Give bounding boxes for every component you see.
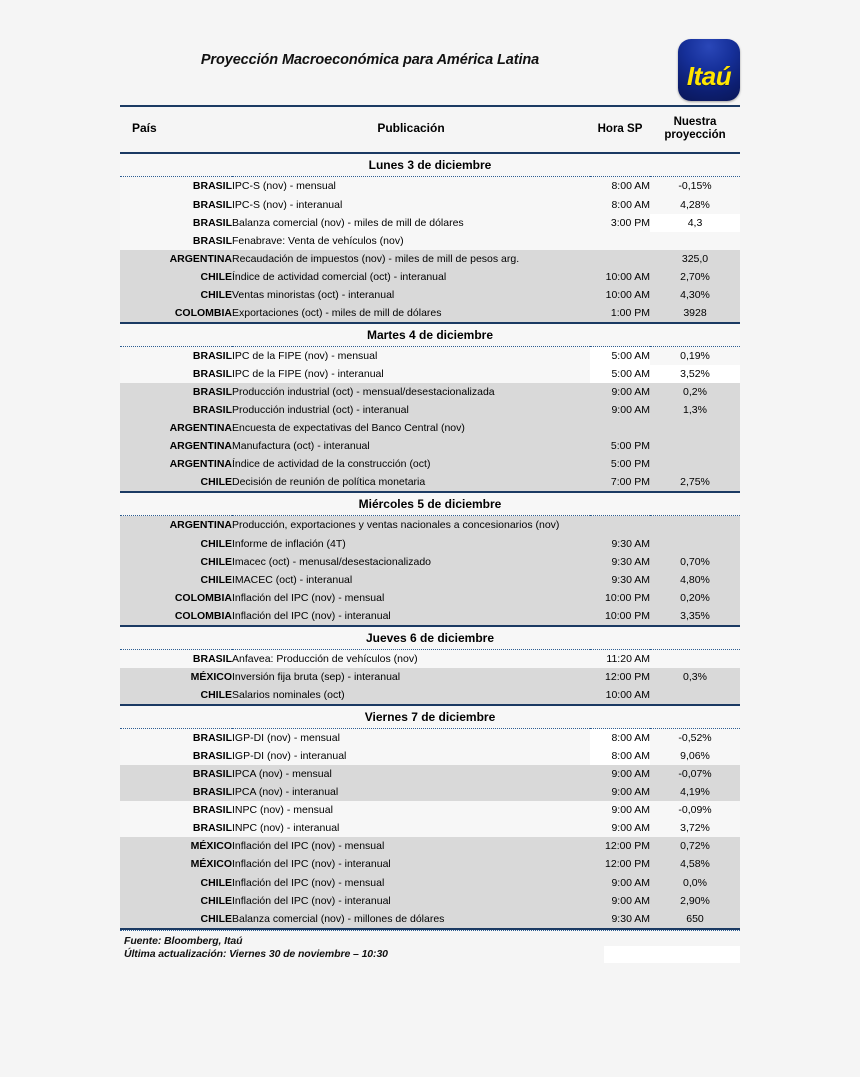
table-row <box>120 874 740 892</box>
table-row <box>120 910 740 929</box>
publication-cell: Inflación del IPC (nov) - mensual <box>232 874 590 892</box>
projection-cell <box>650 535 740 553</box>
table-row <box>120 437 740 455</box>
country-cell: CHILE <box>120 268 232 286</box>
table-row <box>120 571 740 589</box>
projection-cell: 1,3% <box>650 401 740 419</box>
projection-cell: 2,75% <box>650 473 740 492</box>
time-cell: 10:00 PM <box>590 607 650 626</box>
table-row <box>120 819 740 837</box>
time-cell: 3:00 PM <box>590 214 650 232</box>
time-cell: 9:30 AM <box>590 553 650 571</box>
time-cell: 8:00 AM <box>590 729 650 748</box>
table-row <box>120 535 740 553</box>
country-cell: BRASIL <box>120 765 232 783</box>
publication-cell: Índice de actividad comercial (oct) - interanual <box>232 268 590 286</box>
publication-cell: Recaudación de impuestos (nov) - miles de mill de pesos arg. <box>232 250 590 268</box>
footer-updated: Última actualización: Viernes 30 de noviembre – 10:30 <box>124 947 388 960</box>
time-cell: 1:00 PM <box>590 304 650 323</box>
country-cell: COLOMBIA <box>120 589 232 607</box>
time-cell: 5:00 AM <box>590 365 650 383</box>
projection-cell: 0,2% <box>650 383 740 401</box>
country-cell: BRASIL <box>120 401 232 419</box>
projection-cell: 0,19% <box>650 346 740 365</box>
country-cell: MÉXICO <box>120 668 232 686</box>
projection-cell: 4,28% <box>650 196 740 214</box>
time-cell: 8:00 AM <box>590 196 650 214</box>
footer <box>120 930 740 960</box>
projection-cell <box>650 419 740 437</box>
document-header <box>120 30 740 105</box>
time-cell: 9:00 AM <box>590 383 650 401</box>
time-cell <box>590 419 650 437</box>
country-cell: BRASIL <box>120 177 232 196</box>
time-cell: 10:00 AM <box>590 268 650 286</box>
projection-cell: 0,3% <box>650 668 740 686</box>
table-row <box>120 177 740 196</box>
day-header-row <box>120 626 740 650</box>
column-header-publicacion: Publicación <box>232 106 590 153</box>
publication-cell: Informe de inflación (4T) <box>232 535 590 553</box>
publication-cell: Exportaciones (oct) - miles de mill de dólares <box>232 304 590 323</box>
publication-cell: Inversión fija bruta (sep) - interanual <box>232 668 590 686</box>
publication-cell: IGP-DI (nov) - interanual <box>232 747 590 765</box>
time-cell: 9:00 AM <box>590 765 650 783</box>
day-header-label: Lunes 3 de diciembre <box>120 153 740 177</box>
country-cell: CHILE <box>120 874 232 892</box>
day-header-row <box>120 153 740 177</box>
column-header-nuestra-proyeccion <box>650 106 740 153</box>
time-cell: 8:00 AM <box>590 177 650 196</box>
table-row <box>120 837 740 855</box>
projection-cell: 9,06% <box>650 747 740 765</box>
time-cell: 9:30 AM <box>590 910 650 929</box>
projection-cell: 4,58% <box>650 855 740 873</box>
publication-cell: Balanza comercial (nov) - millones de dólares <box>232 910 590 929</box>
publication-cell: IPCA (nov) - mensual <box>232 765 590 783</box>
day-header-row <box>120 492 740 516</box>
time-cell: 9:30 AM <box>590 571 650 589</box>
country-cell: COLOMBIA <box>120 304 232 323</box>
time-cell: 9:00 AM <box>590 401 650 419</box>
time-cell: 12:00 PM <box>590 855 650 873</box>
publication-cell: Inflación del IPC (nov) - mensual <box>232 837 590 855</box>
country-cell: BRASIL <box>120 196 232 214</box>
time-cell: 9:00 AM <box>590 783 650 801</box>
projection-cell <box>650 516 740 535</box>
projection-cell: 3928 <box>650 304 740 323</box>
time-cell: 10:00 AM <box>590 286 650 304</box>
country-cell: CHILE <box>120 910 232 929</box>
country-cell: CHILE <box>120 553 232 571</box>
time-cell: 5:00 PM <box>590 455 650 473</box>
country-cell: CHILE <box>120 473 232 492</box>
table-row <box>120 365 740 383</box>
time-cell: 8:00 AM <box>590 747 650 765</box>
time-cell: 9:30 AM <box>590 535 650 553</box>
column-header-pais: País <box>120 106 232 153</box>
publication-cell: Índice de actividad de la construcción (oct) <box>232 455 590 473</box>
table-row <box>120 516 740 535</box>
table-header-row <box>120 106 740 153</box>
publication-cell: Producción, exportaciones y ventas nacionales a concesionarios (nov) <box>232 516 590 535</box>
projection-cell: 4,19% <box>650 783 740 801</box>
projection-cell: 2,70% <box>650 268 740 286</box>
publication-cell: Fenabrave: Venta de vehículos (nov) <box>232 232 590 250</box>
table-row <box>120 419 740 437</box>
calendar-sheet <box>120 105 740 930</box>
table-row <box>120 855 740 873</box>
day-header-row <box>120 705 740 729</box>
country-cell: BRASIL <box>120 346 232 365</box>
table-row <box>120 783 740 801</box>
projection-cell <box>650 649 740 668</box>
itau-logo-text: Itaú <box>686 61 732 91</box>
time-cell: 10:00 PM <box>590 589 650 607</box>
table-row <box>120 747 740 765</box>
projection-cell: 3,72% <box>650 819 740 837</box>
country-cell: CHILE <box>120 892 232 910</box>
country-cell: BRASIL <box>120 783 232 801</box>
projection-cell: 650 <box>650 910 740 929</box>
table-row <box>120 232 740 250</box>
projection-cell <box>650 686 740 705</box>
table-row <box>120 268 740 286</box>
time-cell: 5:00 AM <box>590 346 650 365</box>
day-header-row <box>120 323 740 347</box>
projection-cell: 4,80% <box>650 571 740 589</box>
projection-cell: 0,70% <box>650 553 740 571</box>
country-cell: CHILE <box>120 571 232 589</box>
projection-cell: 0,0% <box>650 874 740 892</box>
table-row <box>120 589 740 607</box>
publication-cell: IPCA (nov) - interanual <box>232 783 590 801</box>
country-cell: CHILE <box>120 686 232 705</box>
table-row <box>120 196 740 214</box>
country-cell: BRASIL <box>120 232 232 250</box>
footer-source: Fuente: Bloomberg, Itaú <box>124 934 243 947</box>
time-cell: 9:00 AM <box>590 874 650 892</box>
projection-cell: 0,72% <box>650 837 740 855</box>
publication-cell: Inflación del IPC (nov) - interanual <box>232 855 590 873</box>
projection-cell <box>650 437 740 455</box>
table-row <box>120 383 740 401</box>
publication-cell: IGP-DI (nov) - mensual <box>232 729 590 748</box>
time-cell: 11:20 AM <box>590 649 650 668</box>
publication-cell: INPC (nov) - mensual <box>232 801 590 819</box>
publication-cell: Encuesta de expectativas del Banco Central (nov) <box>232 419 590 437</box>
table-row <box>120 286 740 304</box>
table-row <box>120 455 740 473</box>
country-cell: ARGENTINA <box>120 437 232 455</box>
projection-cell: 325,0 <box>650 250 740 268</box>
publication-cell: Balanza comercial (nov) - miles de mill de dólares <box>232 214 590 232</box>
table-row <box>120 686 740 705</box>
country-cell: CHILE <box>120 286 232 304</box>
table-row <box>120 668 740 686</box>
time-cell <box>590 516 650 535</box>
publication-cell: Inflación del IPC (nov) - interanual <box>232 892 590 910</box>
projection-cell <box>650 455 740 473</box>
projection-cell: 3,52% <box>650 365 740 383</box>
table-body <box>120 153 740 928</box>
column-header-proyeccion-line2: proyección <box>664 129 726 142</box>
projection-cell: -0,07% <box>650 765 740 783</box>
publication-cell: INPC (nov) - interanual <box>232 819 590 837</box>
projection-cell: 3,35% <box>650 607 740 626</box>
day-header-label: Viernes 7 de diciembre <box>120 705 740 729</box>
table-row <box>120 801 740 819</box>
publication-cell: IMACEC (oct) - interanual <box>232 571 590 589</box>
time-cell: 7:00 PM <box>590 473 650 492</box>
time-cell: 5:00 PM <box>590 437 650 455</box>
time-cell: 12:00 PM <box>590 668 650 686</box>
table-row <box>120 607 740 626</box>
projection-cell: -0,09% <box>650 801 740 819</box>
publication-cell: IPC de la FIPE (nov) - interanual <box>232 365 590 383</box>
table-row <box>120 214 740 232</box>
country-cell: ARGENTINA <box>120 455 232 473</box>
table-row <box>120 892 740 910</box>
country-cell: ARGENTINA <box>120 516 232 535</box>
table-row <box>120 346 740 365</box>
time-cell <box>590 250 650 268</box>
country-cell: CHILE <box>120 535 232 553</box>
table-row <box>120 729 740 748</box>
page-title: Proyección Macroeconómica para América Latina <box>200 52 540 68</box>
table-header <box>120 106 740 153</box>
document-page <box>0 30 860 1077</box>
publication-cell: Manufactura (oct) - interanual <box>232 437 590 455</box>
column-header-hora-sp: Hora SP <box>590 106 650 153</box>
projection-cell: -0,15% <box>650 177 740 196</box>
country-cell: MÉXICO <box>120 855 232 873</box>
publication-cell: IPC-S (nov) - interanual <box>232 196 590 214</box>
publication-cell: Imacec (oct) - menusal/desestacionalizado <box>232 553 590 571</box>
projection-cell: -0,52% <box>650 729 740 748</box>
publication-cell: Inflación del IPC (nov) - mensual <box>232 589 590 607</box>
table-row <box>120 649 740 668</box>
table-row <box>120 553 740 571</box>
country-cell: ARGENTINA <box>120 419 232 437</box>
footer-blank-box <box>604 946 740 963</box>
day-header-label: Jueves 6 de diciembre <box>120 626 740 650</box>
table-row <box>120 304 740 323</box>
projection-cell: 2,90% <box>650 892 740 910</box>
publication-cell: Anfavea: Producción de vehículos (nov) <box>232 649 590 668</box>
country-cell: MÉXICO <box>120 837 232 855</box>
time-cell: 9:00 AM <box>590 801 650 819</box>
time-cell <box>590 232 650 250</box>
publication-cell: Producción industrial (oct) - interanual <box>232 401 590 419</box>
time-cell: 9:00 AM <box>590 819 650 837</box>
column-header-proyeccion-line1: Nuestra <box>673 116 717 128</box>
day-header-label: Miércoles 5 de diciembre <box>120 492 740 516</box>
projection-cell <box>650 232 740 250</box>
projection-cell: 0,20% <box>650 589 740 607</box>
day-header-label: Martes 4 de diciembre <box>120 323 740 347</box>
table-row <box>120 401 740 419</box>
publication-cell: IPC de la FIPE (nov) - mensual <box>232 346 590 365</box>
economic-calendar-table <box>120 105 740 930</box>
table-row <box>120 250 740 268</box>
country-cell: BRASIL <box>120 801 232 819</box>
country-cell: COLOMBIA <box>120 607 232 626</box>
table-row <box>120 765 740 783</box>
time-cell: 10:00 AM <box>590 686 650 705</box>
projection-cell: 4,30% <box>650 286 740 304</box>
publication-cell: Decisión de reunión de política monetaria <box>232 473 590 492</box>
publication-cell: Ventas minoristas (oct) - interanual <box>232 286 590 304</box>
country-cell: BRASIL <box>120 747 232 765</box>
country-cell: BRASIL <box>120 214 232 232</box>
publication-cell: IPC-S (nov) - mensual <box>232 177 590 196</box>
publication-cell: Producción industrial (oct) - mensual/desestacionalizada <box>232 383 590 401</box>
time-cell: 12:00 PM <box>590 837 650 855</box>
country-cell: BRASIL <box>120 365 232 383</box>
country-cell: BRASIL <box>120 383 232 401</box>
country-cell: BRASIL <box>120 649 232 668</box>
itau-logo <box>678 39 740 101</box>
country-cell: BRASIL <box>120 729 232 748</box>
country-cell: BRASIL <box>120 819 232 837</box>
table-row <box>120 473 740 492</box>
publication-cell: Salarios nominales (oct) <box>232 686 590 705</box>
publication-cell: Inflación del IPC (nov) - interanual <box>232 607 590 626</box>
projection-cell: 4,3 <box>650 214 740 232</box>
country-cell: ARGENTINA <box>120 250 232 268</box>
time-cell: 9:00 AM <box>590 892 650 910</box>
